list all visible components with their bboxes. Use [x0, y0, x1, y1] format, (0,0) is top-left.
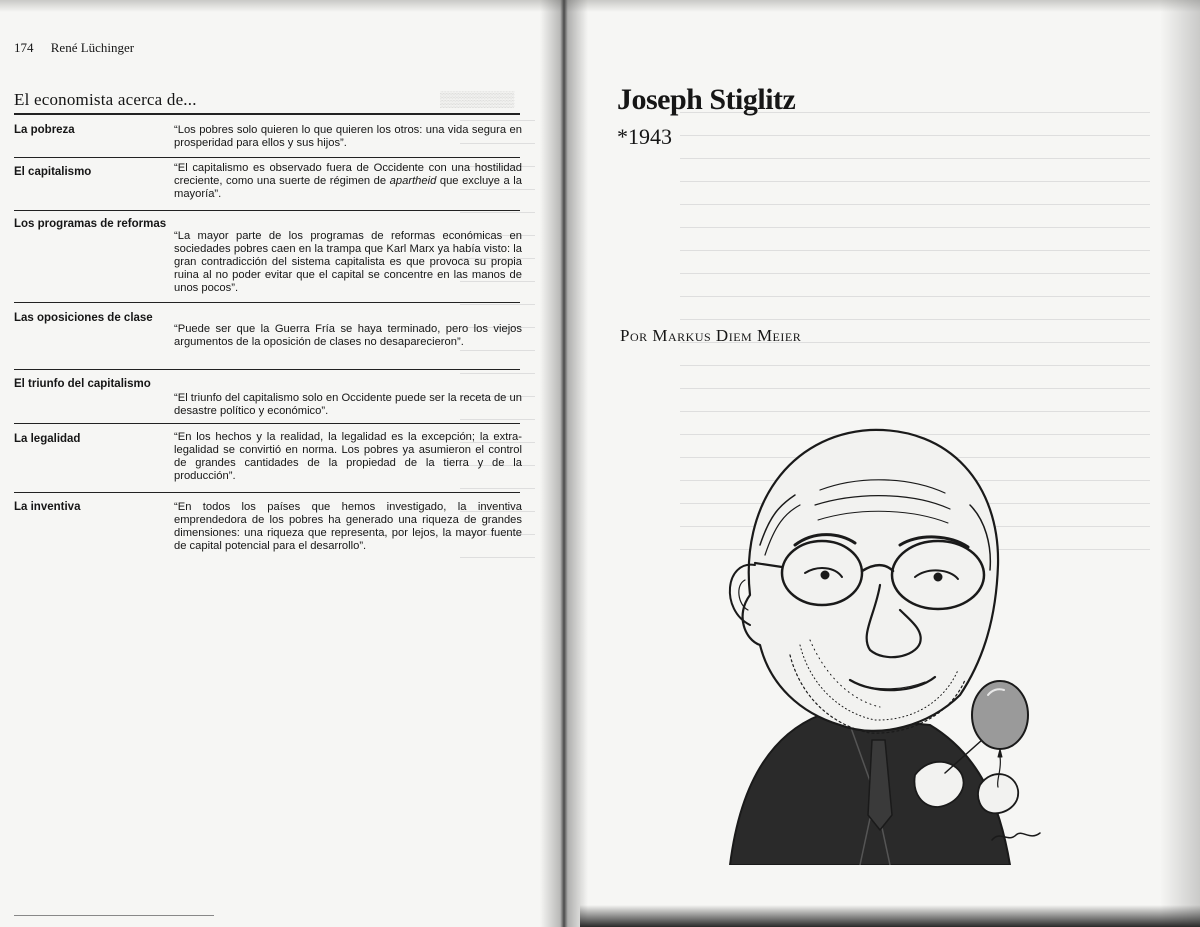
running-head-author: René Lüchinger [50, 40, 135, 55]
entry-quote-triunfo: “El triunfo del capitalismo solo en Occidente puede ser la receta de un desastre político y económico”. [174, 392, 522, 417]
article-author: Por Markus Diem Meier [620, 326, 802, 345]
entry-quote-reformas: “La mayor parte de los programas de reformas económicas en sociedades pobres caen en la trampa que Karl Marx ya había visto: la gran contradicción del sistema capitalista es que provoca su propia ruina al no poder evitar que el capital se concentre en las manos de unos pocos”. [174, 230, 522, 294]
entry-quote-inventiva: “En todos los países que hemos investigado, la inventiva emprendedora de los pobres ha generado una riqueza de grandes dimensiones: una riqueza que representa, por lejos, la mayor fuente de capital potencial para el desarrollo”. [174, 501, 522, 552]
stiglitz-caricature-illustration [700, 395, 1060, 865]
quote-text: “El capitalismo es observado fuera de Occidente con una hostilidad creciente, como una suerte de régimen de [174, 162, 522, 187]
entry-divider [14, 210, 520, 211]
entry-divider [14, 369, 520, 370]
entry-term-legalidad: La legalidad [14, 433, 81, 445]
page-number: 174 [14, 40, 34, 55]
entry-term-oposiciones: Las oposiciones de clase [14, 312, 153, 324]
entry-divider [14, 302, 520, 303]
entry-divider [14, 423, 520, 424]
section-rule [14, 113, 520, 115]
quote-italic-word: apartheid [389, 175, 437, 187]
entry-divider [14, 157, 520, 158]
entry-divider [14, 492, 520, 493]
entry-quote-oposiciones: “Puede ser que la Guerra Fría se haya terminado, pero los viejos argumentos de la oposición de clases no desaparecieron”. [174, 323, 522, 348]
page-right-edge-shadow [1160, 0, 1200, 927]
birth-year: *1943 [617, 124, 672, 149]
economist-name: Joseph Stiglitz [617, 83, 796, 116]
section-title: El economista acerca de... [14, 90, 197, 109]
page-bottom-rule [14, 915, 214, 916]
entry-term-reformas: Los programas de reformas [14, 218, 167, 230]
scan-top-shadow [0, 0, 1200, 12]
book-gutter [540, 0, 588, 927]
entry-term-triunfo: El triunfo del capitalismo [14, 378, 151, 390]
entry-term-inventiva: La inventiva [14, 501, 81, 513]
entry-quote-capitalismo [174, 162, 522, 201]
entry-quote-pobreza: “Los pobres solo quieren lo que quieren los otros: una vida segura en prosperidad para ellos y sus hijos”. [174, 124, 522, 149]
bleed-through: ▒▒▒▒▒▒▒ [440, 92, 515, 108]
entry-term-capitalismo: El capitalismo [14, 166, 92, 178]
scan-bottom-shadow [580, 905, 1200, 927]
running-head [14, 40, 134, 56]
quote-text-end: que excluye a la mayoría”. [174, 175, 522, 200]
entry-term-pobreza: La pobreza [14, 124, 75, 136]
entry-quote-legalidad: “En los hechos y la realidad, la legalidad es la excepción; la extra-legalidad se convirtió en norma. Los pobres ya asumieron el control de grandes cantidades de la propiedad de la tierra y de la producción”. [174, 431, 522, 482]
